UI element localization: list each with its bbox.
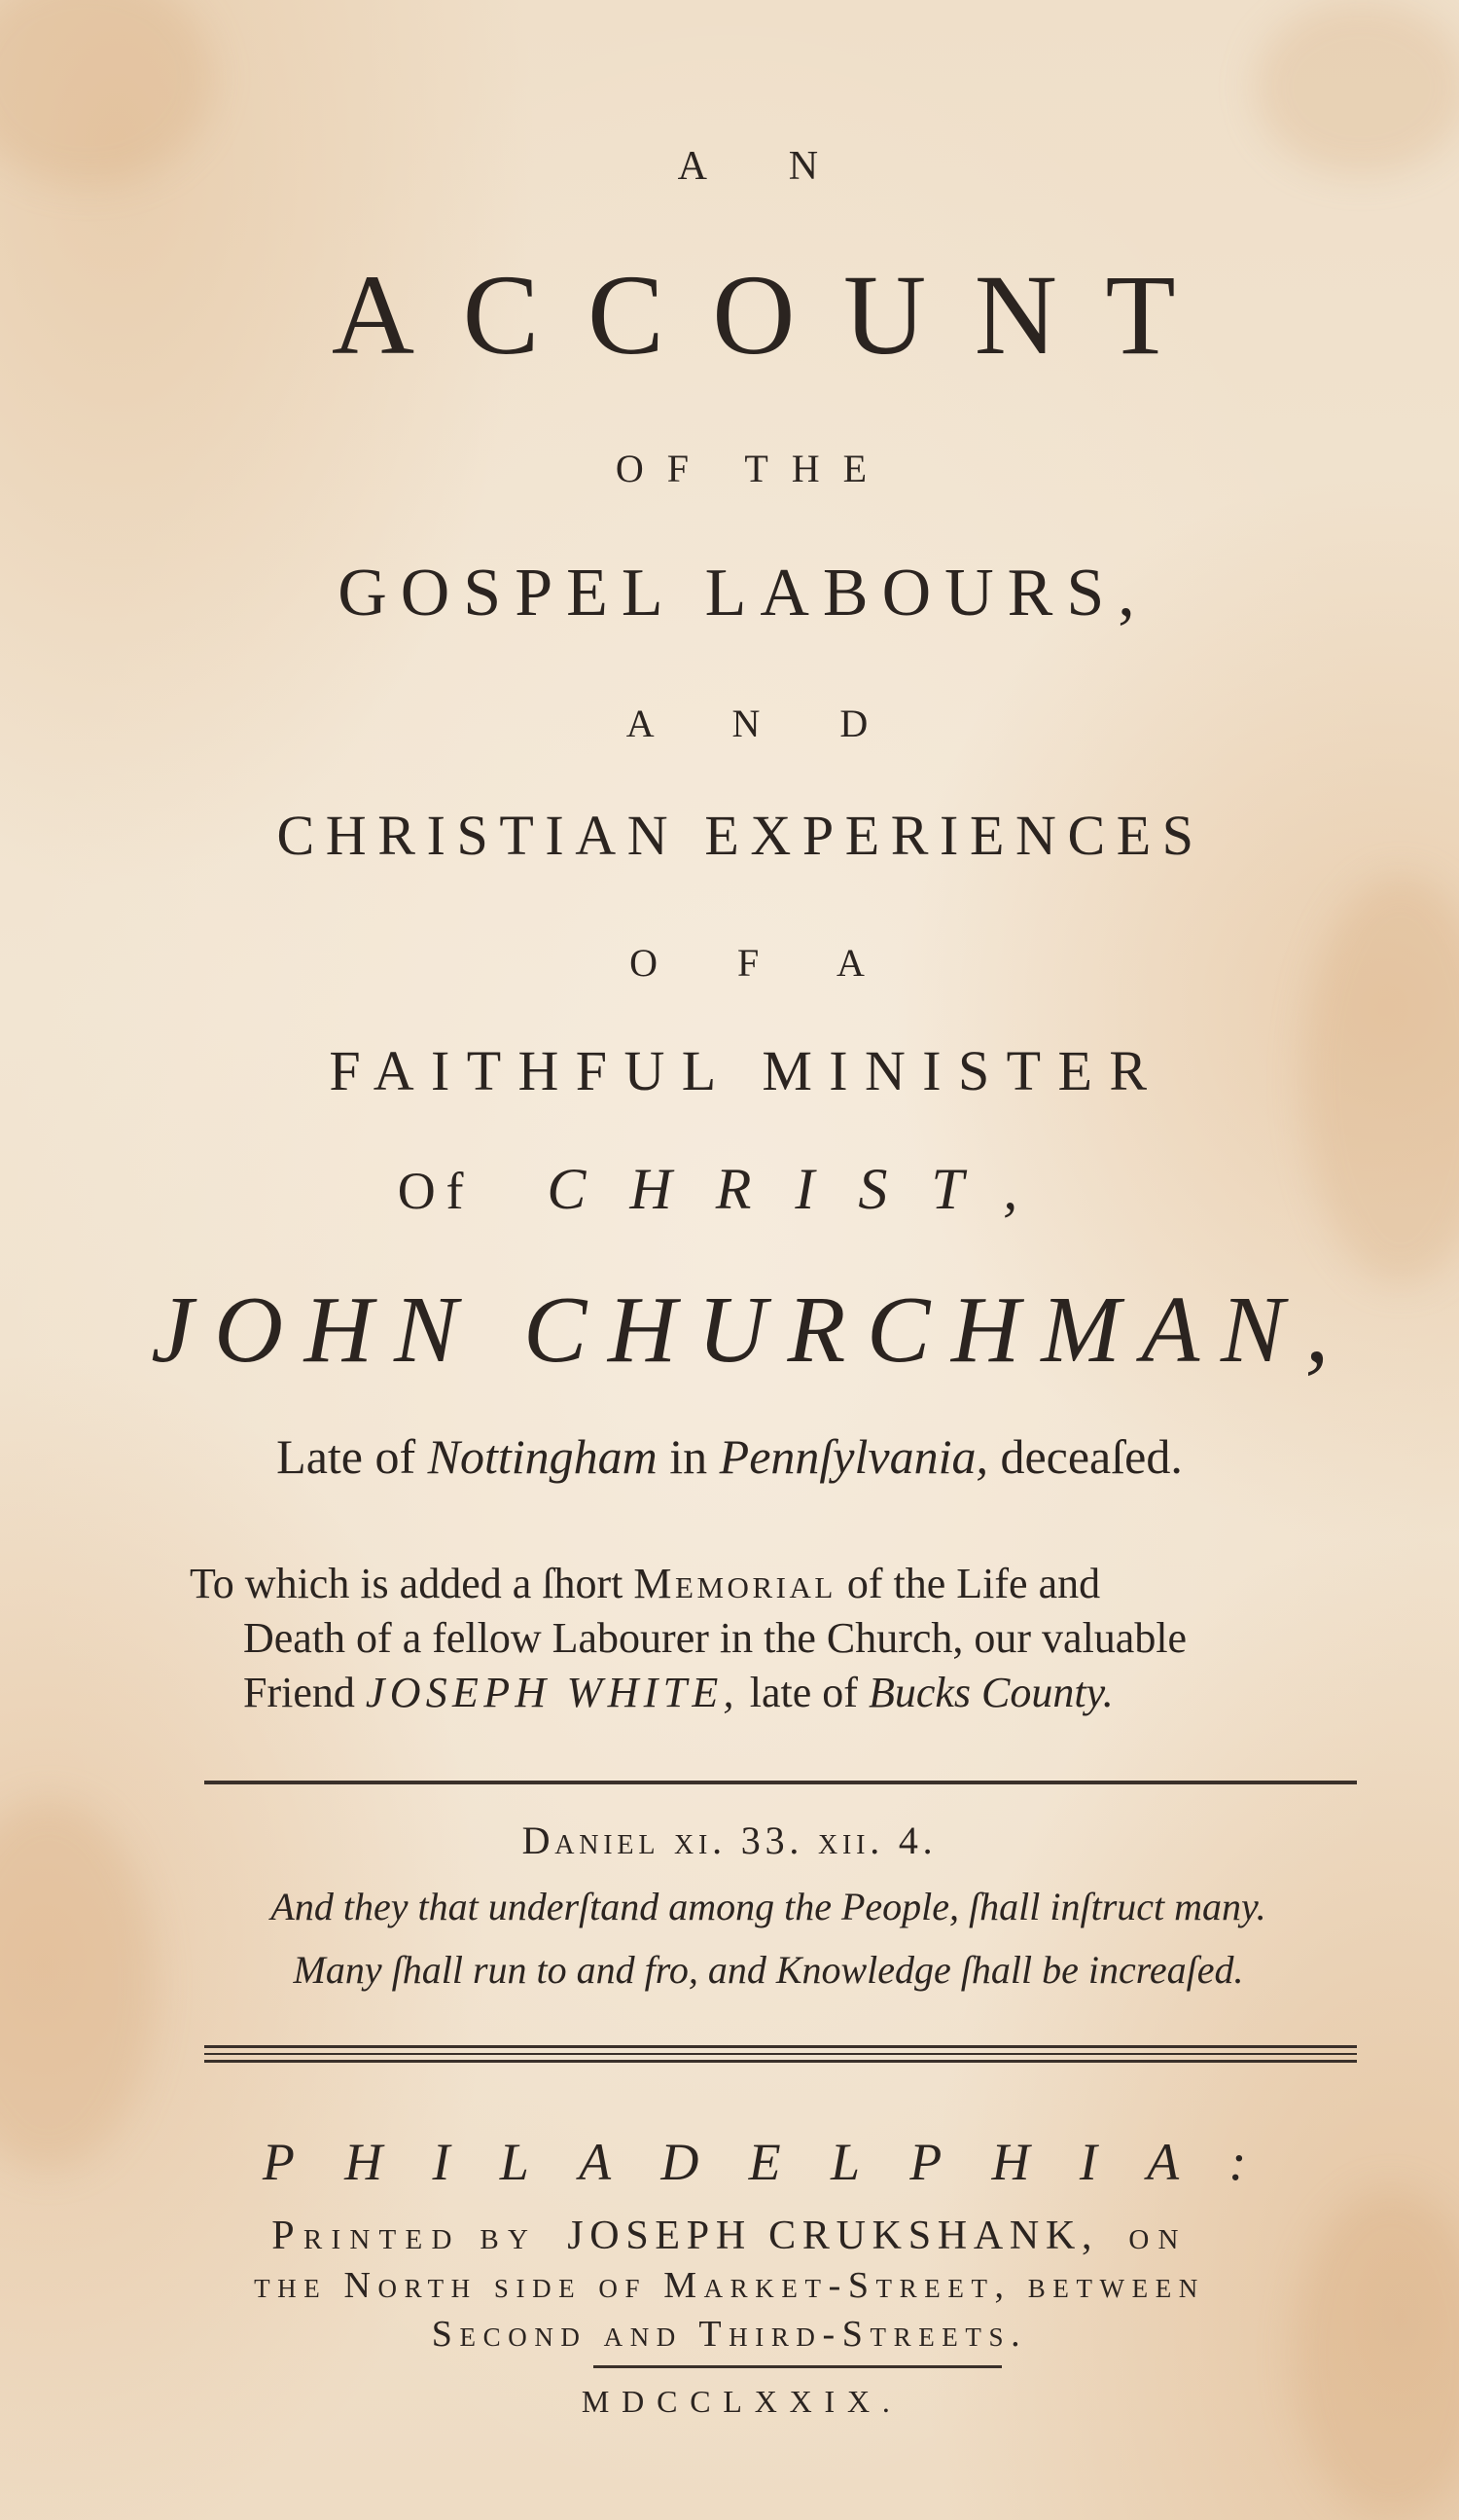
residence-pre: Late of — [276, 1429, 428, 1484]
divider-rule-3 — [593, 2365, 1002, 2368]
title-of-a: O F A — [629, 941, 900, 985]
imprint-date: MDCCLXXIX. — [581, 2384, 903, 2419]
scripture-reference: Daniel xi. 33. xii. 4. — [521, 1818, 938, 1862]
joseph-white: JOSEPH WHITE, — [365, 1669, 739, 1716]
memorial-line3 — [190, 1666, 1367, 1720]
bucks-county: Bucks County. — [868, 1669, 1114, 1716]
author-residence — [0, 1429, 1459, 1484]
residence-place1: Nottingham — [427, 1429, 658, 1484]
imprint-printer-line — [0, 2215, 1459, 2256]
divider-rule-2-middle — [204, 2053, 1357, 2055]
memorial-line1-pre: To which is added a ſhort — [190, 1560, 634, 1607]
imprint-address-2: Second and Third-Streets. — [431, 2314, 1028, 2355]
imprint-address-1: the North side of Market-Street, between — [254, 2265, 1205, 2306]
divider-rule-1 — [204, 1781, 1357, 1784]
scripture-verse-1: And they that underſtand among the People, ſhall inſtruct many. — [270, 1885, 1266, 1928]
christ-word: CHRIST, — [547, 1157, 1062, 1221]
memorial-line3-pre: Friend — [243, 1669, 366, 1716]
title-of-the: OF THE — [615, 447, 891, 490]
divider-rule-2-bottom — [204, 2060, 1357, 2063]
printer-name: JOSEPH CRUKSHANK, — [567, 2214, 1099, 2258]
memorial-line2: Death of a fellow Labourer in the Church, our valuable — [243, 1614, 1188, 1662]
title-an: A N — [677, 144, 855, 189]
residence-post: deceaſed. — [987, 1429, 1183, 1484]
memorial-word: Memorial — [633, 1560, 836, 1607]
title-christian-experiences: CHRISTIAN EXPERIENCES — [276, 804, 1205, 867]
title-faithful-minister: FAITHFUL MINISTER — [329, 1039, 1164, 1102]
title-account: ACCOUNT — [331, 251, 1225, 378]
imprint-city: PHILADELPHIA: — [262, 2133, 1297, 2191]
residence-place2: Pennſylvania, — [719, 1429, 988, 1484]
title-of-christ — [0, 1157, 1459, 1221]
divider-rule-2-top — [204, 2045, 1357, 2048]
printed-by: Printed by — [271, 2214, 538, 2258]
author-name: JOHN CHURCHMAN, — [151, 1278, 1350, 1383]
memorial-paragraph — [190, 1557, 1367, 1720]
printed-on: on — [1128, 2214, 1188, 2258]
memorial-line1-post: of the Life and — [836, 1560, 1101, 1607]
of-word: Of — [397, 1162, 475, 1220]
scripture-verse-2: Many ſhall run to and fro, and Knowledge ſhall be increaſed. — [293, 1948, 1244, 1992]
memorial-line3-mid: late of — [738, 1669, 869, 1716]
residence-mid: in — [657, 1429, 720, 1484]
title-gospel-labours: GOSPEL LABOURS, — [338, 556, 1149, 630]
title-and: A N D — [625, 702, 904, 745]
memorial-line1 — [190, 1560, 1100, 1607]
